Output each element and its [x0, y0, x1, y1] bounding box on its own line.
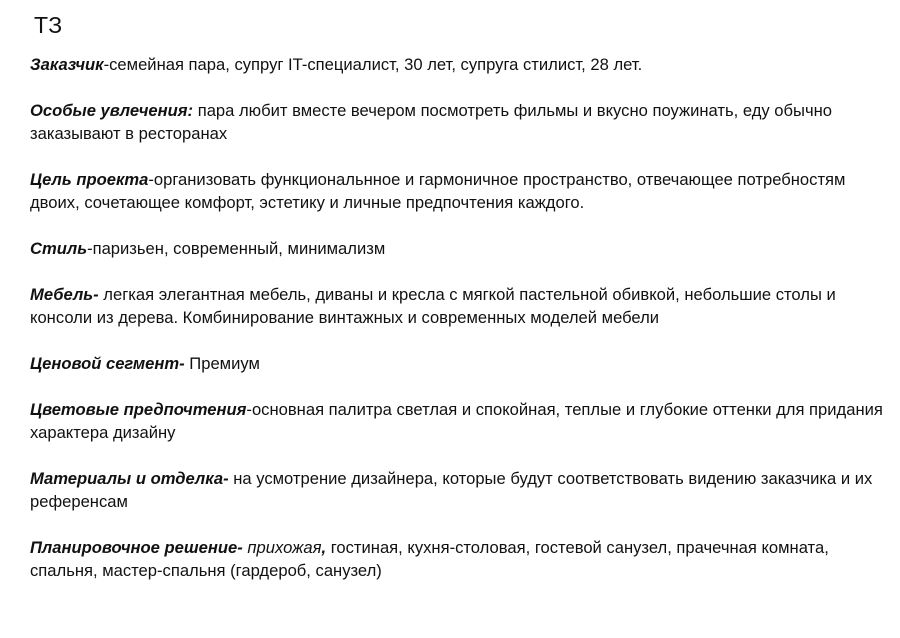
document-body: [30, 53, 890, 605]
section-client: [30, 53, 890, 76]
section-italic-text: прихожая: [242, 538, 322, 557]
section-materials: [30, 467, 890, 513]
section-text: Премиум: [184, 354, 260, 373]
document-title: ТЗ: [34, 12, 63, 38]
section-label: Ценовой сегмент-: [30, 354, 185, 373]
section-text: пара любит вместе вечером посмотреть фильмы и вкусно поужинать, еду обычно заказывают в ресторанах: [30, 101, 832, 143]
section-furniture: [30, 283, 890, 329]
section-text: на усмотрение дизайнера, которые будут соответствовать видению заказчика и их референсам: [30, 469, 873, 511]
section-text: -паризьен, современный, минимализм: [87, 239, 386, 258]
section-label: Заказчик: [30, 55, 104, 74]
section-layout: [30, 536, 890, 582]
section-text: -организовать функциональнное и гармоничное пространство, отвечающее потребностям двоих, сочетающее комфорт, эстетику и личные предпочтения каждого.: [30, 170, 846, 212]
section-label: Стиль: [30, 239, 88, 258]
section-text: -семейная пара, супруг IT-специалист, 30 лет, супруга стилист, 28 лет.: [103, 55, 643, 74]
section-label: Мебель-: [30, 285, 99, 304]
section-italic-comma: ,: [321, 538, 327, 557]
section-label: Цель проекта: [30, 170, 149, 189]
section-text: легкая элегантная мебель, диваны и кресла с мягкой пастельной обивкой, небольшие столы и консоли из дерева. Комбинирование винтажных и современных моделей мебели: [30, 285, 836, 327]
section-label: Материалы и отделка-: [30, 469, 229, 488]
section-label: Особые увлечения:: [30, 101, 194, 120]
section-text: гостиная, кухня-столовая, гостевой санузел, прачечная комната, спальня, мастер-спальня (гардероб, санузел): [30, 538, 829, 580]
section-color-preferences: [30, 398, 890, 444]
section-style: [30, 237, 890, 260]
section-text: -основная палитра светлая и спокойная, теплые и глубокие оттенки для придания характера дизайну: [30, 400, 883, 442]
section-project-goal: [30, 168, 890, 214]
section-hobbies: [30, 99, 890, 145]
section-label: Планировочное решение-: [30, 538, 243, 557]
section-label: Цветовые предпочтения: [30, 400, 247, 419]
section-price-segment: [30, 352, 890, 375]
